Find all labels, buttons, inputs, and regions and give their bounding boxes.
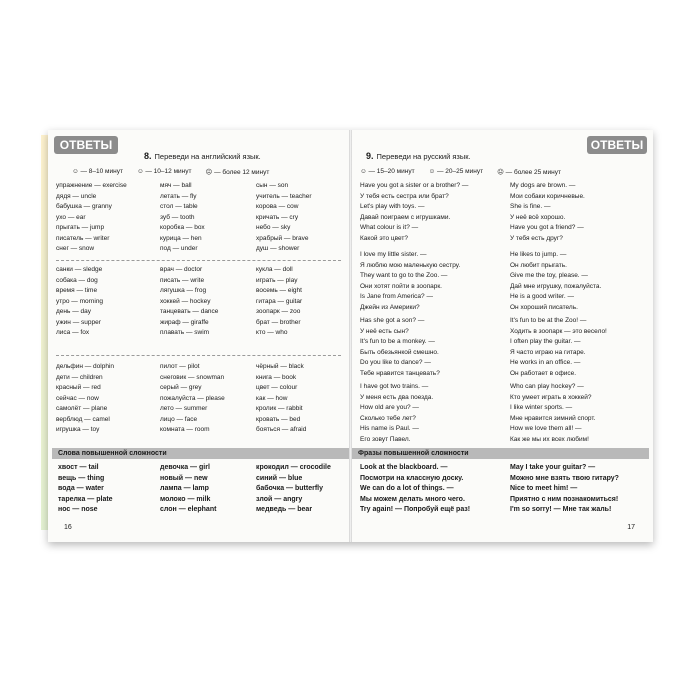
text-line: Is Jane from America? —	[360, 293, 433, 300]
text-line: Ходить в зоопарк — это весело!	[510, 327, 607, 335]
text-line: Быть обезьянкой смешно.	[360, 348, 439, 356]
page-number-left: 16	[64, 524, 72, 531]
text-line: Do you like to dance? —	[360, 359, 431, 366]
left-page	[48, 130, 349, 542]
text-line: кролик — rabbit	[256, 405, 303, 412]
divider	[56, 355, 341, 356]
text-line: Они хотят пойти в зоопарк.	[360, 282, 442, 290]
text-line: кровать — bed	[256, 415, 301, 423]
text-line: дети — children	[56, 373, 103, 381]
text-line: собака — dog	[56, 276, 98, 284]
text-line: Джейн из Америки?	[360, 303, 420, 311]
text-line: пожалуйста — please	[160, 394, 225, 402]
text-line: бояться — afraid	[256, 426, 307, 433]
book-spine	[349, 130, 352, 542]
text-line: His name is Paul. —	[360, 425, 419, 432]
text-line: время — time	[56, 287, 98, 294]
word-column	[56, 265, 103, 339]
hard-word-column	[256, 463, 331, 516]
text-line: Look at the blackboard. —	[360, 464, 448, 471]
text-line: Я часто играю на гитаре.	[510, 348, 586, 356]
text-line: нос — nose	[58, 506, 98, 513]
text-line: упражнение — exercise	[56, 182, 127, 189]
text-line: гитара — guitar	[256, 297, 303, 305]
text-line: танцевать — dance	[160, 308, 219, 315]
timing-row-right	[360, 168, 561, 176]
text-line: писать — write	[160, 276, 205, 284]
text-line: учитель — teacher	[256, 192, 312, 200]
text-line: Have you got a sister or a brother? —	[360, 182, 469, 189]
timing-slow: ☹ — более 12 минут	[205, 169, 270, 176]
text-line: Сколько тебе лет?	[360, 414, 416, 422]
text-line: хоккей — hockey	[160, 297, 211, 305]
text-line: ужин — supper	[56, 318, 101, 326]
text-line: хвост — tail	[58, 464, 99, 471]
text-line: I like winter sports. —	[510, 404, 573, 411]
text-line: Какой это цвет?	[360, 234, 408, 242]
word-column	[160, 362, 225, 436]
phrase-column	[360, 250, 460, 313]
text-line: Кто умеет играть в хоккей?	[510, 393, 592, 401]
text-line: It's fun to be at the Zoo! —	[510, 317, 587, 324]
text-line: вода — water	[58, 485, 104, 492]
text-line: летать — fly	[160, 192, 197, 200]
text-line: кто — who	[256, 329, 288, 336]
text-line: У неё есть сын?	[360, 327, 409, 335]
text-line: цвет — colour	[256, 384, 298, 391]
text-line: How old are you? —	[360, 404, 419, 411]
text-line: крокодил — crocodile	[256, 464, 331, 471]
text-line: снег — snow	[56, 245, 95, 252]
answers-header-left: ОТВЕТЫ	[54, 136, 118, 154]
task-text: Переведи на русский язык.	[376, 152, 471, 161]
text-line: Give me the toy, please. —	[510, 272, 588, 279]
text-line: Тебе нравится танцевать?	[360, 369, 440, 377]
text-line: сейчас — now	[56, 394, 99, 402]
text-line: дельфин — dolphin	[56, 363, 115, 370]
text-line: Приятно с ним познакомиться!	[510, 495, 619, 503]
text-line: У тебя есть сестра или брат?	[360, 192, 449, 200]
text-line: Посмотри на классную доску.	[360, 474, 464, 482]
text-line: It's fun to be a monkey. —	[360, 338, 435, 345]
hard-phrase-column	[510, 463, 619, 516]
text-line: под — under	[160, 245, 198, 252]
text-line: зоопарк — zoo	[256, 308, 301, 315]
text-line: У тебя есть друг?	[510, 234, 563, 242]
timing-fast: ☺ — 15–20 минут	[360, 168, 415, 175]
timing-slow: ☹ — более 25 минут	[497, 169, 561, 176]
text-line: Он любит прыгать.	[510, 261, 567, 269]
text-line: ухо — ear	[56, 213, 86, 221]
text-line: злой — angry	[256, 495, 303, 503]
timing-medium: ☺ — 10–12 минут	[136, 168, 192, 175]
divider	[56, 260, 341, 261]
text-line: We can do a lot of things. —	[360, 485, 454, 492]
text-line: I have got two trains. —	[360, 383, 429, 390]
phrase-column	[510, 316, 607, 379]
word-column	[56, 362, 114, 436]
text-line: дядя — uncle	[56, 192, 97, 200]
text-line: медведь — bear	[256, 506, 313, 513]
text-line: восемь — eight	[256, 287, 302, 294]
text-line: лицо — face	[160, 415, 198, 423]
phrase-column	[360, 181, 468, 244]
text-line: синий — blue	[256, 474, 303, 482]
text-line: корова — cow	[256, 203, 299, 210]
text-line: сын — son	[256, 182, 289, 189]
text-line: девочка — girl	[160, 464, 210, 471]
text-line: Он работает в офисе.	[510, 369, 577, 377]
text-line: What colour is it? —	[360, 224, 419, 231]
hard-phrase-column	[360, 463, 470, 516]
text-line: вещь — thing	[58, 474, 105, 482]
text-line: молоко — milk	[160, 495, 211, 503]
text-line: Давай поиграем с игрушками.	[360, 213, 451, 221]
text-line: Я люблю мою маленькую сестру.	[360, 261, 461, 269]
text-line: пилот — pilot	[160, 363, 200, 370]
text-line: комната — room	[160, 426, 210, 433]
task-title-left	[144, 151, 261, 161]
text-line: He is a good writer. —	[510, 293, 574, 300]
text-line: брат — brother	[256, 318, 301, 326]
text-line: самолёт — plane	[56, 405, 108, 412]
text-line: писатель — writer	[56, 234, 110, 242]
text-line: верблюд — camel	[56, 415, 110, 423]
timing-fast: ☺ — 8–10 минут	[72, 168, 123, 175]
text-line: врач — doctor	[160, 266, 203, 273]
text-line: зуб — tooth	[160, 213, 195, 221]
text-line: How we love them all! —	[510, 425, 582, 432]
text-line: день — day	[56, 308, 91, 315]
text-line: чёрный — black	[256, 363, 304, 370]
text-line: снеговик — snowman	[160, 373, 225, 381]
text-line: новый — new	[160, 474, 208, 482]
hard-words-header: Слова повышенной сложности	[52, 448, 349, 459]
timing-row-left	[72, 168, 269, 176]
text-line: слон — elephant	[160, 506, 217, 513]
text-line: My dogs are brown. —	[510, 182, 576, 189]
text-line: играть — play	[256, 276, 298, 284]
text-line: Try again! — Попробуй ещё раз!	[360, 506, 471, 513]
timing-medium: ☺ — 20–25 минут	[428, 168, 484, 175]
hard-phrases-header: Фразы повышенной сложности	[352, 448, 649, 459]
text-line: стол — table	[160, 203, 198, 210]
text-line: Nice to meet him! —	[510, 485, 578, 492]
text-line: May I take your guitar? —	[510, 464, 596, 471]
text-line: They want to go to the Zoo. —	[360, 272, 448, 279]
text-line: плавать — swim	[160, 329, 210, 336]
text-line: Has she got a son? —	[360, 317, 425, 324]
task-text: Переведи на английский язык.	[154, 152, 261, 161]
word-column	[160, 265, 218, 339]
text-line: душ — shower	[256, 245, 300, 252]
phrase-column	[360, 382, 433, 445]
text-line: небо — sky	[256, 224, 291, 231]
text-line: мяч — ball	[160, 182, 192, 189]
text-line: прыгать — jump	[56, 224, 105, 231]
text-line: лампа — lamp	[160, 485, 209, 492]
text-line: Have you got a friend? —	[510, 224, 584, 231]
right-page	[352, 130, 653, 542]
hard-word-column	[160, 463, 216, 516]
task-title-right	[366, 151, 471, 161]
text-line: лягушка — frog	[160, 287, 207, 294]
text-line: бабочка — butterfly	[256, 485, 323, 492]
text-line: Дай мне игрушку, пожалуйста.	[510, 282, 602, 290]
text-line: He likes to jump. —	[510, 251, 567, 258]
phrase-column	[510, 250, 601, 313]
text-line: Его зовут Павел.	[360, 435, 411, 443]
text-line: игрушка — toy	[56, 426, 100, 433]
text-line: Он хороший писатель.	[510, 303, 578, 311]
task-number: 9.	[366, 151, 374, 161]
text-line: She is fine. —	[510, 203, 551, 210]
text-line: книга — book	[256, 373, 297, 381]
word-column	[256, 265, 302, 339]
text-line: Мы можем делать много чего.	[360, 495, 465, 503]
text-line: утро — morning	[56, 297, 104, 305]
text-line: У меня есть два поезда.	[360, 393, 434, 401]
text-line: курица — hen	[160, 234, 202, 242]
text-line: бабушка — granny	[56, 203, 112, 210]
text-line: Мои собаки коричневые.	[510, 192, 585, 200]
phrase-column	[510, 181, 585, 244]
text-line: кричать — cry	[256, 213, 299, 221]
text-line: Who can play hockey? —	[510, 383, 584, 390]
text-line: тарелка — plate	[58, 495, 113, 503]
answers-header-right: ОТВЕТЫ	[587, 136, 647, 154]
word-column	[56, 181, 127, 255]
text-line: У неё всё хорошо.	[510, 213, 566, 221]
text-line: Мне нравится зимний спорт.	[510, 414, 596, 422]
text-line: Можно мне взять твою гитару?	[510, 474, 619, 482]
text-line: He works in an office. —	[510, 359, 581, 366]
text-line: лето — summer	[160, 405, 208, 412]
text-line: лиса — fox	[56, 329, 90, 336]
text-line: как — how	[256, 394, 288, 402]
text-line: I'm so sorry! — Мне так жаль!	[510, 506, 612, 513]
word-column	[256, 362, 306, 436]
text-line: I often play the guitar. —	[510, 338, 581, 345]
text-line: Как же мы их всех любим!	[510, 435, 589, 443]
text-line: Let's play with toys. —	[360, 203, 425, 210]
phrase-column	[510, 382, 595, 445]
text-line: кукла — doll	[256, 266, 293, 273]
word-column	[256, 181, 312, 255]
text-line: санки — sledge	[56, 266, 103, 273]
word-column	[160, 181, 205, 255]
hard-word-column	[58, 463, 113, 516]
task-number: 8.	[144, 151, 152, 161]
text-line: жираф — giraffe	[160, 318, 209, 326]
text-line: красный — red	[56, 384, 101, 391]
text-line: серый — grey	[160, 384, 202, 391]
text-line: I love my little sister. —	[360, 251, 427, 258]
text-line: храбрый — brave	[256, 234, 309, 242]
page-number-right: 17	[627, 524, 635, 531]
text-line: коробка — box	[160, 224, 205, 231]
phrase-column	[360, 316, 440, 379]
